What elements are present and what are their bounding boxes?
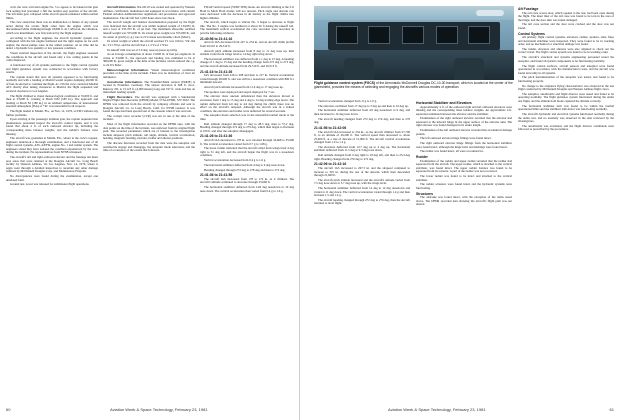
body-paragraph <box>518 93 614 104</box>
body-paragraph <box>416 142 512 149</box>
body-paragraph <box>314 118 410 125</box>
paragraph-text: The aircraft was grounded at Miami, Fla., where at the crew's request, engineers undertook a thorough examination, and a functional test of all flight control systems, ATS, AP/FD, engine No. 1 and rudder system. The engineers stated they have isolated the condition experienced by the crew during the incident. No representatives from NTSB witnessed. <box>6 136 98 155</box>
paragraph-text: The rudder actuators were found intact and the hydraulic systems were functioning. <box>416 182 512 190</box>
paragraph-text: The aircraft, which began to vibrate No. 3 began to decrease to flight idle. The No. 3 engine was feathered at about 20 ft during the takeoff roll. The maximum vertical acceleration the crew recorded, were recorded, in part the following evidence: <box>200 20 294 36</box>
section-heading: Structures <box>416 191 433 196</box>
paragraph-text: Vertical acceleration decreased from 0.4 g to 1.6 g. <box>204 158 267 163</box>
pilot-seat <box>344 58 374 80</box>
paragraph-text: NA-DC10 was owned and operated by Western Airlines, certificated, maintained and equipped in accordance with current Federal Aviation Administration regulations and procedures and approved maintenance. The aircraft had 1,063 hours since last check. <box>103 6 195 20</box>
run-in-heading: Flight Recorders. <box>107 94 134 99</box>
body-paragraph: The aircraft IAS decreased from 178 to 172 kt. as it climbed. The aircraft's altitude continued to decrease through 25,600 ft. <box>200 176 294 185</box>
paragraph-text: The aircraft pitch attitude increased and the aircraft's attitude varied from 7.5 deg nose down to 5.7 deg nose up, with the wings level. <box>314 177 410 186</box>
body-paragraph <box>416 150 512 154</box>
paragraph-text: The aircraft weight and balance documentation prepared by the flight crew indicated that the aircraft was within required weight of 134,855 lb. and a load of 235,703 lb. of jet fuel. The maximum allowable certified takeoff weight was 555,000 lb. Its actual gross weight was 555,000 lb. and its center of gravity (c.g.) was at 21% mean aerodynamic chord (MAC). <box>103 20 195 39</box>
body-paragraph <box>200 169 294 173</box>
paragraph-text: The tail cone section and the door were cracked and the door was not found. <box>518 22 614 30</box>
body-paragraph <box>103 81 195 95</box>
body-paragraph <box>200 58 294 69</box>
right-page <box>308 0 620 420</box>
body-paragraph <box>200 123 294 134</box>
body-paragraph <box>416 117 512 128</box>
paragraph-text: The autopilot mode selection was in the uneventful normal mode at the time. <box>200 113 294 121</box>
paragraph-text: The aircraft heading changed from 272 deg to 274 deg, and then to 276 deg. <box>314 116 410 125</box>
right-column-3 <box>518 6 614 398</box>
paragraph-text: The horizontal stabilizer deflected from 4 deg to 6 deg nose down. <box>204 162 286 167</box>
body-paragraph <box>6 64 98 75</box>
paragraph-text: Aircraft pitch attitude increased from 8 deg to 11 deg nose up. Roll attitude varied from wings level to 14 deg right wing down. <box>200 48 294 57</box>
body-paragraph <box>200 114 294 121</box>
body-paragraph: Aircraft IAS decreased to 178 kt. as it traveled through 34,668 to 35,900 ft. The vertical acceleration varied from 0.7 g to 1.68 g. <box>200 137 294 146</box>
paragraph-text: The Frankfurt/Main Airport (EDDF) is located in Frankfurt, Germany. The airport elevation is 368 ft. m.s.l. Runway 25L is 13,123 ft. (4,000 meters) long and 197 ft. wide and has an instrument landing system. <box>103 79 195 95</box>
paragraph-text: craft, the crew activated engine No. 3 to appear to be balanced the gust lock setting had prevented a full the normal stop position of the aircraft. The left main gear collapsed while aircraft speeds remained within normal limits. <box>6 6 98 20</box>
paragraph-text: Vertical acceleration changed from -0 g to 1.0 g. <box>318 100 377 103</box>
instrument-display <box>336 26 358 44</box>
glareshield-panel <box>328 22 500 50</box>
body-paragraph <box>314 109 410 116</box>
body-paragraph <box>200 21 294 35</box>
paragraph-text: Aircraft pitch attitude increased from 11.6 deg to 17 deg nose up. <box>204 84 284 89</box>
paragraph-text: Visual external inspection of the aircraft, the flight engineer assessed the conditions in the aircraft and found only a few ceiling panels in the cabin displaced. <box>6 51 98 63</box>
body-paragraph: Examination of the rudder and upper rudder revealed that the rudder had separated from the aircraft. The upper rudder, which is attached to the vertical stabilizer, was found intact. The upper rudder balance was found to be separated from its actuator. A part of the rudder was not recovered. <box>416 158 512 174</box>
instrument-display <box>436 26 458 44</box>
paragraph-text: The autopilot, autothrottle and flight director were tested and found to be operating normally. The flight guidance system functioned during the entire test flight, and the altitude hold mode captured the altitude correctly. <box>518 91 614 103</box>
body-paragraph <box>103 96 195 114</box>
copilot-seat <box>454 58 484 80</box>
body-paragraph <box>200 50 294 57</box>
paragraph-text: Visual meteorological conditions prevailed at the time of the incident. There was no indication of clear air turbulence. <box>103 67 195 79</box>
body-paragraph: Approximately 4 ft. of the outboard right and left outboard elevators were missing and the corresponding mass balance weights. An approximate 2-ft. separation remained between the elevator and the stabilizer. <box>416 104 512 116</box>
paragraph-text: The flight climbed to visual meteorological conditions at 35,000 ft. and then to 33,000 ft. cruising at Mach 0.82 (180 kt.). The approach and landing at Mach 82 (180 kt.) in an ambient temperature of international standard atmosphere (ISA) of +4C was uneventful in all respects. <box>6 93 98 109</box>
paragraph-text: The lower rudder indicated that the aircraft rolled from wings level 4 deg right to 31 deg left, and the aircraft began the flight was in a nosedown condition. <box>200 146 294 158</box>
instrument-display <box>468 26 490 44</box>
body-paragraph <box>518 85 614 92</box>
paragraph-text: The rudder, elevators and ailerons were also adjusted to check out the correct travel. The flight control system was found to be in working order. <box>518 46 614 55</box>
body-paragraph <box>518 76 614 83</box>
paragraph-text: Ground test. A test was released for submission flight operations. <box>10 182 90 187</box>
left-page-number: 60 <box>6 407 11 412</box>
body-paragraph <box>6 21 98 35</box>
body-paragraph <box>200 6 294 20</box>
body-paragraph: The tail cone access door, which opened to the rear, had been open during the flight. The inner liner of the tail cone was found to be torn in the area of the hinge; and the door skin was found damaged. <box>518 10 614 22</box>
paragraph-text: The discrete functions recorded from the data were the autopilot and autothrottle engage and disengage, the autopilot mode selections, and the time of occurrence of the events that followed. <box>103 141 195 153</box>
paragraph-text: The cockpit voice recorder (CVR) was not in use at the time of the incident. <box>103 113 195 122</box>
paragraph-text: Roll attitude changed through 17 deg to 28.3 deg, then to 57.2 deg. Heading changed through 274 deg to 279 deg, which then began to fluctuate at 100 ft. and after the autopilot disengaged. <box>200 121 294 133</box>
body-paragraph <box>6 156 98 174</box>
body-paragraph <box>314 179 410 186</box>
body-paragraph: IAS decreased from 226 to 208 and then to 217 kt. Vertical acceleration varied through 26.600 ft. and was still in a nosedown condition with 800 ft a minimum descent. <box>200 73 294 85</box>
body-paragraph <box>6 118 98 136</box>
section-heading: Rudder <box>416 155 428 160</box>
run-in-heading: Meteorological Information. <box>107 67 149 72</box>
section-heading: 21:41:36 to 21:41:56 <box>200 173 233 178</box>
body-paragraph <box>6 95 98 109</box>
paragraph-text: Examination of the right outboard elevator revealed that the elevator had separated at the inboard hinge in the upper surface of the elevator skin. The right elevator was found damaged in its entire length. <box>416 116 512 128</box>
paragraph-text: The left outboard elevator hinge fittings were found intact. <box>420 136 492 141</box>
body-paragraph <box>103 69 195 80</box>
paragraph-text: The aircraft's structural and systems engineering personnel tested the autopilot, and found all system components to be functioning normally. <box>518 55 614 63</box>
body-paragraph <box>518 113 614 124</box>
paragraph-text: The elevators deflected from 12.7 deg up to 4 deg up. The horizontal stabilizer deflected from 11.5 deg to 9.3 deg nose down. <box>314 144 410 153</box>
paragraph-text: The aircraft's hydraulic and electrical systems functioned normally during the entire test, and no anomaly was observed in the data reviewed by the investigators. <box>518 112 614 124</box>
paragraph-text: The lower rudder was found to be intact and attached to the vertical stabilizer. <box>416 174 512 182</box>
paragraph-text: A functional test of all systems pertinent to the flight control systems and flight guidance system was conducted in accordance with factory results. <box>6 62 98 75</box>
body-paragraph <box>6 6 98 20</box>
body-paragraph <box>518 56 614 63</box>
body-paragraph <box>103 142 195 153</box>
paragraph-text: Its takeoff trim was set at 5.0 deg. nose up (nose up trim). <box>107 47 178 52</box>
body-paragraph <box>6 183 98 187</box>
paragraph-text: The crew stated that there was no malfunction or failure of any system noted during the events flight other than the engine which was discontinued while climbing through 18,000 ft. At 1:48 local, the vibration, which was intermittent, was first noticed by the flight engineer. <box>6 20 98 36</box>
body-paragraph <box>314 187 410 198</box>
section-heading: Aft Fuselage <box>518 7 539 11</box>
paragraph-text: FD/AP vertical speed (VERT SPD) mode. An aircraft climbing at the 5-ft Hold in Mach Hold modes will not descent. Pitch angle and descent rate were decreased with the decrease in all density as the flight climbs into higher altitudes. <box>200 6 294 20</box>
paragraph-text: The horizontal stabilizer was deflected from 1.1 deg to 15 deg. A heading change of 1 deg to 15 deg and the heading change from 272 deg to 273 deg, and the aircraft altitude increased from 29,510 ft. and 29,513 ft. <box>200 56 294 68</box>
section-heading: Control Systems <box>518 31 545 36</box>
paragraph-text: Heading changed through 273 deg to 278 deg and then to 272 deg. <box>204 167 286 172</box>
body-paragraph <box>518 23 614 30</box>
right-page-footer: Aviation Week & Space Technology, February 23, 1981 <box>388 407 486 412</box>
paragraph-text: Its actual weight at which the aircraft reached V1 was 160 kt.; VR 164 kt.; V2 170 kt. and the aircraft had a 1.3 Vs of 170 kt. <box>103 39 195 47</box>
section-heading: 21:41:26 to 21:41:36 <box>200 134 233 139</box>
paragraph-text: The pitch instrumentation of the autopilot was tested, and found to be functioning properly. <box>518 75 614 83</box>
body-paragraph <box>416 129 512 136</box>
body-paragraph <box>200 147 294 158</box>
paragraph-text: The flight control surfaces, aircraft sensors and autopilot were found operational in accordance with the manufacturer's tests, and the aircraft was found airworthy in all systems. <box>518 63 614 75</box>
cockpit-photo <box>314 6 514 80</box>
body-paragraph <box>6 76 98 94</box>
body-paragraph <box>103 21 195 39</box>
right-page-number: 61 <box>609 407 614 412</box>
right-column-2 <box>416 100 512 398</box>
body-paragraph <box>518 65 614 76</box>
left-column-3 <box>200 6 294 398</box>
paragraph-text: No discrepancies were found during the examination, except one unrelated fault. <box>6 174 98 182</box>
left-page <box>0 0 300 420</box>
paragraph-text: The aircraft's tail and right outboard elevator and the fuselage tail inner area areas that were retained at the Douglas Aircraft Co. Long Beach facility by Western Airlines, via Los Angeles, Nov. 14, 1979, where it again went through a detailed inspection to ascertain any other damage suffered by McDonnell Douglas Corp. and Maintenance Program. <box>6 155 98 174</box>
figure-caption <box>314 82 514 90</box>
left-column-2 <box>103 6 195 398</box>
body-paragraph <box>416 183 512 190</box>
body-paragraph <box>200 95 294 113</box>
body-paragraph <box>6 37 98 51</box>
body-paragraph <box>518 48 614 55</box>
paragraph-text: Upon arriving at the passenger terminal gate, the captain requested that maintenance personnel inspect the aircraft's control inputs, and it was found that about 4 ft. of each outboard elevator tip, including the corresponding mass balance weights, and the rudder's balance were missing. <box>6 117 98 136</box>
paragraph-text: No change to the airplane's flying characteristics was observed in the test flight conducted by McDonnell Douglas and Western Airlines flight crews. <box>518 83 614 92</box>
paragraph-text: The autothrottle was evaluated, and the flight director commands were followed as prescribed by the procedures. <box>518 123 614 132</box>
body-paragraph <box>6 110 98 117</box>
body-paragraph <box>314 146 410 153</box>
body-paragraph <box>6 137 98 155</box>
section-heading: 21:41:16 to 21:41:26 <box>200 69 233 74</box>
paragraph-text: The right outboard elevator hinge fittings from the horizontal stabilizer were found intact, although the hinge bolts and bushings were found intact. <box>416 141 512 149</box>
window-glare <box>476 10 504 16</box>
caption-lead: Flight guidance control system (FGCS) <box>314 81 375 85</box>
paragraph-text: The flight landed at Miami, Fla., on Nov. 12, 1979, at 0303 without any further problems. <box>6 109 98 117</box>
paragraph-text: The spoilers were deployed and stayed deployed for 7 sec. <box>204 89 276 94</box>
instrument-display <box>402 26 424 44</box>
run-in-heading: Aerodrome Information. <box>107 79 143 84</box>
body-paragraph <box>6 175 98 182</box>
paragraph-text: The elevators oscillated from 17 deg up to 3 deg up and then to 16 deg up. <box>318 103 409 108</box>
paragraph-text: The horizontal stabilizer deflected from 4.9 deg nosedown to 9 deg, and then increased to 14 deg nose down. <box>314 108 410 117</box>
instrument-display <box>368 26 390 44</box>
body-paragraph: Aircraft IAS decreased from 247 to 254 kt. and an aircraft climb profile from 29,510 to 29,510 ft. <box>200 40 294 48</box>
body-paragraph <box>103 40 195 47</box>
left-column-1 <box>6 6 98 398</box>
section-heading: 21:42:06 to 21:42:16 <box>314 162 347 167</box>
body-paragraph <box>103 53 195 67</box>
section-heading: Horizontal Stabilizer and Elevators <box>416 101 472 105</box>
body-paragraph <box>314 199 410 206</box>
body-paragraph: All primary flight control systems, elevators, rudder, spoilers, slats, flaps and horizontal stabilizer were inspected. They were found to be in working order, and no mechanical or structural damage was found. <box>518 35 614 47</box>
paragraph-text: Roll attitude changed from 4 deg right to 18 deg left, and then to 23.4 deg right. Heading changed from 279 deg to 272 deg. <box>314 153 410 161</box>
body-paragraph <box>6 52 98 63</box>
body-paragraph <box>518 125 614 132</box>
right-column-1 <box>314 100 410 398</box>
paragraph-text: The horizontal stabilizer deflected from 14 deg to 12 deg nosedown and varied at 11 deg down. The vertical acceleration varied through 1.4 g and then between 1.5 and 1.4 g. <box>314 186 410 198</box>
body-paragraph <box>103 115 195 122</box>
body-paragraph: The airframe was found intact, with the exception of the items noted above. The DFDR recorded data showing the aircraft's flight path was not altered. <box>416 195 512 207</box>
run-in-heading: Aircraft Information. <box>107 6 137 9</box>
paragraph-text: The captain stated that once all systems appeared to be functioning normally and with a landing at Madrid would require dumping 40,000 lb. of fuel, he elected to continue the flight. At 1:56 the crew contacted Madrid ATC shortly after tuning clearances to Madrid, the flight requested and received clearance to Los Angeles. <box>6 74 98 93</box>
paragraph-text: Most of the flight information recorded on the DFDR tape, with the data points on the time of the incident, was retrieved from its original flight path. The recorded parameters which are of interest to the investigation include airspeed, pitch attitude, roll angle, altitude, vertical acceleration, heading, magnetic heading, elevator, rudder and aileron positions. <box>103 122 195 141</box>
section-heading: 21:41:56 to 21:42:06 <box>314 126 347 131</box>
body-paragraph <box>518 105 614 112</box>
caption-text: of the Aeronautic McDonnell Douglas DC-10-30 transport, which is located at the center of the glareshield, provides the means of selecting and engaging the aircraft's various modes of operation. <box>314 81 513 89</box>
paragraph-text: Examination of the left outboard elevator revealed that an identical damage pattern. <box>416 128 512 136</box>
paragraph-text: The aircraft was equipped with a Sundstrand Digital Flight Data Recorder (DFDR) Model 573A-UFDR, S/N 3632. The DFDR was removed from the aircraft by company officials and sent to Douglas Aircraft Co. in Long Beach, Calif. for NTSB readout. It was found the tape had been spooled out of the cassette when it was read out. <box>103 94 195 114</box>
body-paragraph <box>416 175 512 182</box>
body-paragraph <box>200 186 294 193</box>
left-page-footer: Aviation Week & Space Technology, February 23, 1981 <box>110 407 208 412</box>
body-paragraph <box>103 123 195 141</box>
body-paragraph <box>103 6 195 20</box>
paragraph-text: The rudder was found intact, all were accounted for. <box>420 149 484 154</box>
body-paragraph <box>314 154 410 161</box>
paragraph-text: The aircraft heading changed through 272 deg to 276 deg, then the aircraft returned to level flight. <box>314 197 410 206</box>
paragraph-text: As an average consumption of about 13,000 lb. of fuel per engine-hr. in cruise at 33,000 ft., the approach and landing was estimated to be at 389,000 lb. gross weight at the time of the incident, which reduced the c.g. to 22.6% MAC. <box>103 52 195 67</box>
paragraph-text: The elevator show uneven unbalanced then the elevators moved at excursion from 1 deg to 15 deg and 4 deg to 14 deg trailing edge down. The rudder deflected from 4.6 deg to 4.6 deg during the climb; there was no effect on the aircraft's airspeed. Although the aircraft was in a stalled condition, the elevators and rudder were deflected for several seconds. <box>200 94 294 113</box>
body-paragraph: The aircraft IAS increased to 267.5 kt. and the airspeed continued to increase to 325 kt. during the rest of the descent, which then descended through 21,600 ft. <box>314 165 410 178</box>
section-heading: 21:40:56 to 21:41:16 <box>200 36 233 41</box>
paragraph-text: The horizontal stabilizer trim was found to be within the normal operational limits and the stabilizer trim motor was functioning normally. <box>518 103 614 112</box>
body-paragraph: The aircraft IAS increased to 234 kt., as the aircraft climbed from 27,700 ft. to an altitude of 26,200 ft. The vertical speed then decreased to about 25,600 ft. at a rate of descent of 15,000 ft. The aircraft vertical acceleration changed from 1.0 to 1.4 g. <box>314 129 410 145</box>
paragraph-text: According to the flight engineer, the aircraft hydraulic system was configured with the left engine feathered and the right engine on for each engine; the motor-pumps were in the armed position. At no time did he detect a hydraulic low quantity or low pressure condition. <box>6 35 98 51</box>
paragraph-text: The horizontal stabilizer deflected from 14.8 deg nosedown to 10 deg nose down. The vertical acceleration then varied from 0.4 g to 1.6 g. <box>200 185 294 193</box>
